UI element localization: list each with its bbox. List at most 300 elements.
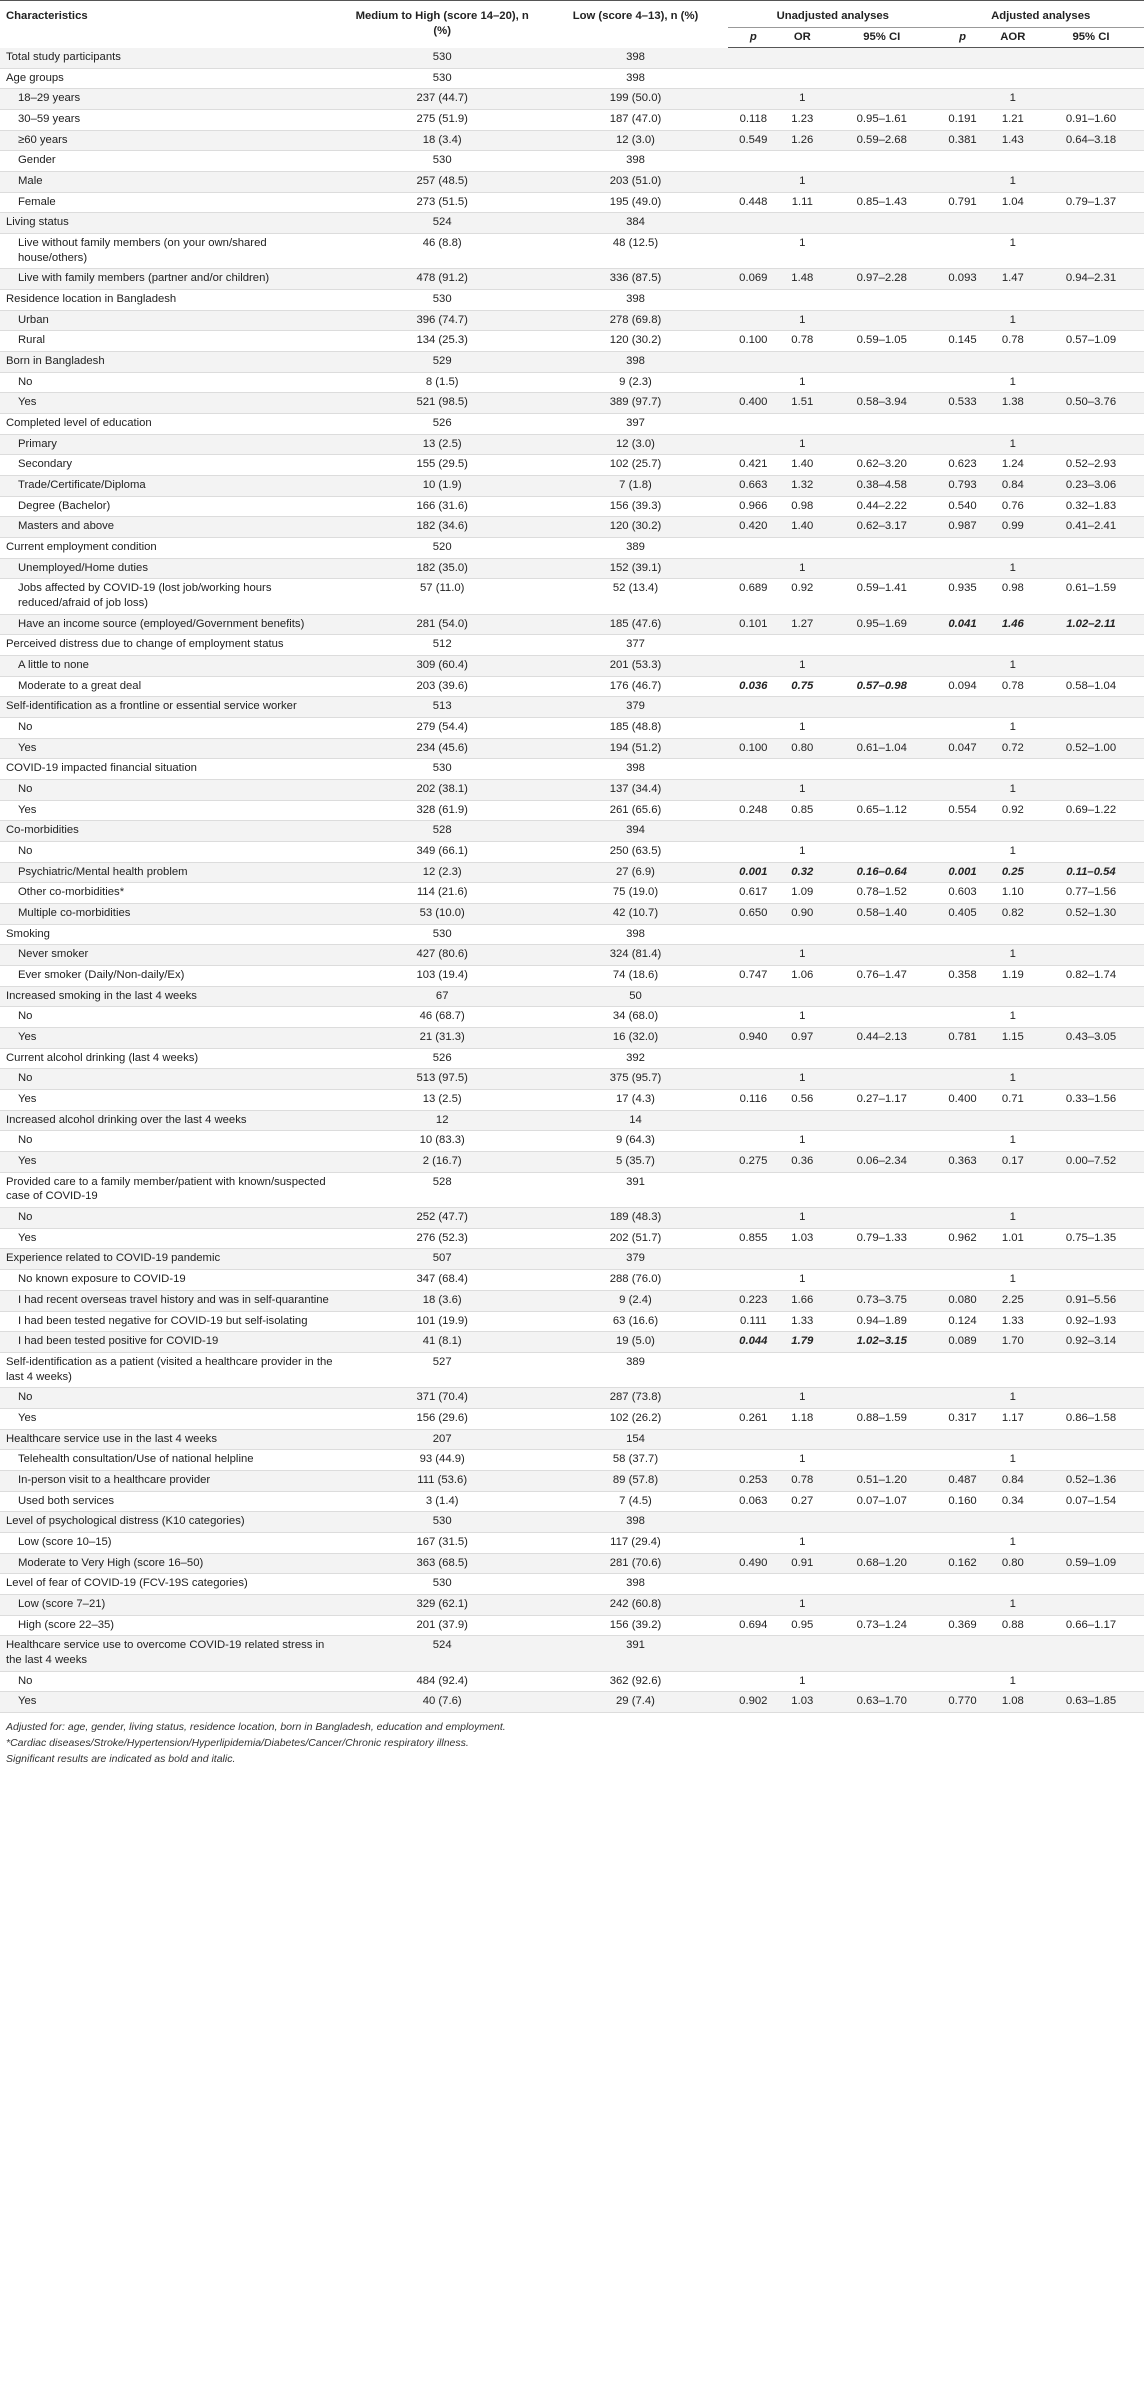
adj-ci-cell: 0.59–1.09 (1038, 1553, 1144, 1574)
footnote-comorbidities: *Cardiac diseases/Stroke/Hypertension/Hyperlipidemia/Diabetes/Cancer/Chronic respiratory illness. (6, 1737, 469, 1750)
characteristic-cell: Moderate to Very High (score 16–50) (0, 1553, 342, 1574)
adj-ci-cell: 0.41–2.41 (1038, 517, 1144, 538)
adj-p-value-cell (937, 1636, 987, 1671)
medium-high-cell: 67 (342, 986, 543, 1007)
medium-high-cell: 530 (342, 924, 543, 945)
adj-ci-cell (1038, 310, 1144, 331)
adj-ci-cell (1038, 1574, 1144, 1595)
characteristic-cell: Increased alcohol drinking over the last 4 weeks (0, 1110, 342, 1131)
p-value-cell: 0.420 (728, 517, 778, 538)
table-row (0, 1228, 1144, 1249)
ci-cell: 0.97–2.28 (826, 269, 937, 290)
header-adj-ci: 95% CI (1038, 27, 1144, 48)
ci-cell (826, 1007, 937, 1028)
p-value-cell: 0.400 (728, 393, 778, 414)
p-value-cell: 0.063 (728, 1491, 778, 1512)
table-row (0, 1208, 1144, 1229)
table-row (0, 1491, 1144, 1512)
ci-cell: 0.95–1.69 (826, 614, 937, 635)
table-row (0, 1152, 1144, 1173)
adj-ci-cell: 0.50–3.76 (1038, 393, 1144, 414)
aor-cell: 1.46 (988, 614, 1038, 635)
characteristic-cell: No (0, 1131, 342, 1152)
medium-high-cell: 53 (10.0) (342, 904, 543, 925)
adj-p-value-cell (937, 1007, 987, 1028)
characteristic-cell: Masters and above (0, 517, 342, 538)
or-cell: 1.06 (778, 966, 826, 987)
characteristic-cell: Increased smoking in the last 4 weeks (0, 986, 342, 1007)
adj-p-value-cell: 0.603 (937, 883, 987, 904)
table-row (0, 1512, 1144, 1533)
p-value-cell (728, 1532, 778, 1553)
or-cell: 1 (778, 656, 826, 677)
ci-cell (826, 924, 937, 945)
p-value-cell (728, 1636, 778, 1671)
adj-p-value-cell: 0.047 (937, 738, 987, 759)
ci-cell: 0.61–1.04 (826, 738, 937, 759)
medium-high-cell: 530 (342, 151, 543, 172)
characteristic-cell: Degree (Bachelor) (0, 496, 342, 517)
table-footnotes (0, 1713, 1144, 1768)
aor-cell (988, 413, 1038, 434)
or-cell: 1.40 (778, 517, 826, 538)
p-value-cell (728, 434, 778, 455)
or-cell: 1 (778, 1069, 826, 1090)
p-value-cell (728, 233, 778, 268)
ci-cell (826, 558, 937, 579)
table-row (0, 68, 1144, 89)
low-cell: 261 (65.6) (543, 800, 728, 821)
characteristic-cell: Yes (0, 800, 342, 821)
table-row (0, 1172, 1144, 1207)
ci-cell (826, 1131, 937, 1152)
table-row (0, 862, 1144, 883)
low-cell: 102 (25.7) (543, 455, 728, 476)
low-cell: 48 (12.5) (543, 233, 728, 268)
or-cell: 1.18 (778, 1408, 826, 1429)
low-cell: 7 (4.5) (543, 1491, 728, 1512)
characteristic-cell: Low (score 7–21) (0, 1594, 342, 1615)
ci-cell (826, 171, 937, 192)
aor-cell: 1 (988, 1131, 1038, 1152)
or-cell: 1 (778, 1671, 826, 1692)
table-row (0, 455, 1144, 476)
adj-ci-cell (1038, 413, 1144, 434)
table-row (0, 351, 1144, 372)
ci-cell (826, 759, 937, 780)
ci-cell (826, 434, 937, 455)
adj-p-value-cell (937, 1429, 987, 1450)
p-value-cell: 0.448 (728, 192, 778, 213)
or-cell (778, 413, 826, 434)
medium-high-cell: 155 (29.5) (342, 455, 543, 476)
adj-p-value-cell: 0.160 (937, 1491, 987, 1512)
adj-ci-cell (1038, 656, 1144, 677)
adj-ci-cell: 0.23–3.06 (1038, 475, 1144, 496)
characteristic-cell: Yes (0, 1090, 342, 1111)
low-cell: 242 (60.8) (543, 1594, 728, 1615)
ci-cell: 0.44–2.22 (826, 496, 937, 517)
adj-ci-cell (1038, 1249, 1144, 1270)
ci-cell (826, 842, 937, 863)
characteristic-cell: Yes (0, 738, 342, 759)
characteristic-cell: Other co-morbidities* (0, 883, 342, 904)
adj-ci-cell (1038, 1270, 1144, 1291)
ci-cell: 0.94–1.89 (826, 1311, 937, 1332)
adj-p-value-cell (937, 310, 987, 331)
table-row (0, 1574, 1144, 1595)
adj-p-value-cell (937, 1270, 987, 1291)
adj-p-value-cell (937, 1069, 987, 1090)
table-row (0, 192, 1144, 213)
ci-cell (826, 1636, 937, 1671)
p-value-cell: 0.044 (728, 1332, 778, 1353)
p-value-cell: 0.617 (728, 883, 778, 904)
low-cell: 203 (51.0) (543, 171, 728, 192)
medium-high-cell: 520 (342, 537, 543, 558)
p-value-cell: 0.223 (728, 1290, 778, 1311)
medium-high-cell: 257 (48.5) (342, 171, 543, 192)
medium-high-cell: 2 (16.7) (342, 1152, 543, 1173)
characteristic-cell: Self-identification as a patient (visited a healthcare provider in the last 4 weeks) (0, 1352, 342, 1387)
or-cell: 1 (778, 780, 826, 801)
table-row (0, 1408, 1144, 1429)
adj-p-value-cell (937, 986, 987, 1007)
p-value-cell: 0.490 (728, 1553, 778, 1574)
or-cell: 0.90 (778, 904, 826, 925)
p-value-cell (728, 1671, 778, 1692)
or-cell: 1 (778, 1594, 826, 1615)
p-value-cell: 0.100 (728, 331, 778, 352)
table-row (0, 966, 1144, 987)
low-cell: 52 (13.4) (543, 579, 728, 614)
p-value-cell: 0.663 (728, 475, 778, 496)
ci-cell (826, 1532, 937, 1553)
low-cell: 379 (543, 1249, 728, 1270)
ci-cell (826, 372, 937, 393)
p-value-cell: 0.100 (728, 738, 778, 759)
low-cell: 176 (46.7) (543, 676, 728, 697)
adj-p-value-cell (937, 89, 987, 110)
table-row (0, 883, 1144, 904)
adj-p-value-cell (937, 1131, 987, 1152)
adj-p-value-cell: 0.935 (937, 579, 987, 614)
p-value-cell: 0.747 (728, 966, 778, 987)
aor-cell: 0.84 (988, 1470, 1038, 1491)
low-cell: 195 (49.0) (543, 192, 728, 213)
low-cell: 362 (92.6) (543, 1671, 728, 1692)
aor-cell: 1.47 (988, 269, 1038, 290)
characteristic-cell: Current employment condition (0, 537, 342, 558)
low-cell: 89 (57.8) (543, 1470, 728, 1491)
adj-ci-cell (1038, 537, 1144, 558)
adj-p-value-cell: 0.369 (937, 1615, 987, 1636)
characteristic-cell: Multiple co-morbidities (0, 904, 342, 925)
characteristic-cell: COVID-19 impacted financial situation (0, 759, 342, 780)
characteristic-cell: Yes (0, 1692, 342, 1713)
low-cell: 9 (2.4) (543, 1290, 728, 1311)
or-cell: 0.91 (778, 1553, 826, 1574)
adj-ci-cell (1038, 351, 1144, 372)
or-cell: 0.56 (778, 1090, 826, 1111)
low-cell: 27 (6.9) (543, 862, 728, 883)
aor-cell: 1 (988, 1671, 1038, 1692)
characteristic-cell: Female (0, 192, 342, 213)
adj-ci-cell: 0.57–1.09 (1038, 331, 1144, 352)
adj-p-value-cell (937, 1512, 987, 1533)
ci-cell (826, 289, 937, 310)
header-unadjusted: Unadjusted analyses (728, 1, 937, 28)
table-row (0, 269, 1144, 290)
low-cell: 12 (3.0) (543, 434, 728, 455)
or-cell (778, 351, 826, 372)
adj-ci-cell (1038, 821, 1144, 842)
aor-cell (988, 697, 1038, 718)
adj-ci-cell: 0.66–1.17 (1038, 1615, 1144, 1636)
adj-p-value-cell (937, 1048, 987, 1069)
ci-cell (826, 68, 937, 89)
adj-p-value-cell: 0.317 (937, 1408, 987, 1429)
table-row (0, 109, 1144, 130)
ci-cell: 0.63–1.70 (826, 1692, 937, 1713)
adj-p-value-cell (937, 233, 987, 268)
adj-p-value-cell (937, 48, 987, 68)
aor-cell: 1 (988, 233, 1038, 268)
aor-cell: 0.82 (988, 904, 1038, 925)
or-cell (778, 1110, 826, 1131)
or-cell (778, 1636, 826, 1671)
p-value-cell (728, 1208, 778, 1229)
or-cell (778, 537, 826, 558)
or-cell: 0.36 (778, 1152, 826, 1173)
table-row (0, 1692, 1144, 1713)
adj-ci-cell: 0.63–1.85 (1038, 1692, 1144, 1713)
aor-cell: 0.25 (988, 862, 1038, 883)
adj-ci-cell (1038, 1069, 1144, 1090)
table-row (0, 1450, 1144, 1471)
table-row (0, 904, 1144, 925)
adj-p-value-cell (937, 289, 987, 310)
low-cell: 324 (81.4) (543, 945, 728, 966)
adj-ci-cell (1038, 372, 1144, 393)
characteristic-cell: Healthcare service use in the last 4 weeks (0, 1429, 342, 1450)
characteristic-cell: Live without family members (on your own/shared house/others) (0, 233, 342, 268)
aor-cell: 1.24 (988, 455, 1038, 476)
header-adjusted: Adjusted analyses (937, 1, 1144, 28)
adj-ci-cell (1038, 635, 1144, 656)
characteristic-cell: No (0, 780, 342, 801)
adj-ci-cell: 0.77–1.56 (1038, 883, 1144, 904)
characteristic-cell: Ever smoker (Daily/Non-daily/Ex) (0, 966, 342, 987)
adj-p-value-cell: 0.041 (937, 614, 987, 635)
table-row (0, 635, 1144, 656)
aor-cell: 1 (988, 89, 1038, 110)
adj-p-value-cell: 0.781 (937, 1028, 987, 1049)
ci-cell: 0.88–1.59 (826, 1408, 937, 1429)
aor-cell: 0.84 (988, 475, 1038, 496)
medium-high-cell: 201 (37.9) (342, 1615, 543, 1636)
or-cell: 1.23 (778, 109, 826, 130)
table-row (0, 1090, 1144, 1111)
adj-p-value-cell (937, 434, 987, 455)
table-row (0, 986, 1144, 1007)
characteristic-cell: Yes (0, 1028, 342, 1049)
medium-high-cell: 93 (44.9) (342, 1450, 543, 1471)
ci-cell (826, 945, 937, 966)
medium-high-cell: 530 (342, 48, 543, 68)
p-value-cell (728, 656, 778, 677)
aor-cell (988, 635, 1038, 656)
aor-cell: 1.15 (988, 1028, 1038, 1049)
adj-p-value-cell (937, 151, 987, 172)
adj-p-value-cell (937, 924, 987, 945)
footnote-adjusted: Adjusted for: age, gender, living status, residence location, born in Bangladesh, education and employment. (6, 1720, 506, 1733)
p-value-cell: 0.694 (728, 1615, 778, 1636)
medium-high-cell: 530 (342, 759, 543, 780)
low-cell: 392 (543, 1048, 728, 1069)
table-row (0, 1388, 1144, 1409)
aor-cell: 1 (988, 1388, 1038, 1409)
aor-cell: 1.17 (988, 1408, 1038, 1429)
adj-p-value-cell (937, 842, 987, 863)
characteristic-cell: Total study participants (0, 48, 342, 68)
adj-p-value-cell (937, 1450, 987, 1471)
aor-cell: 1 (988, 780, 1038, 801)
adj-p-value-cell: 0.962 (937, 1228, 987, 1249)
p-value-cell (728, 289, 778, 310)
or-cell: 1.66 (778, 1290, 826, 1311)
table-row (0, 697, 1144, 718)
p-value-cell: 0.855 (728, 1228, 778, 1249)
adj-ci-cell (1038, 1172, 1144, 1207)
ci-cell: 0.73–3.75 (826, 1290, 937, 1311)
adj-p-value-cell: 0.770 (937, 1692, 987, 1713)
ci-cell: 0.59–2.68 (826, 130, 937, 151)
low-cell: 152 (39.1) (543, 558, 728, 579)
p-value-cell (728, 924, 778, 945)
medium-high-cell: 166 (31.6) (342, 496, 543, 517)
medium-high-cell: 478 (91.2) (342, 269, 543, 290)
characteristic-cell: Residence location in Bangladesh (0, 289, 342, 310)
low-cell: 156 (39.2) (543, 1615, 728, 1636)
adj-p-value-cell (937, 656, 987, 677)
adj-ci-cell: 0.11–0.54 (1038, 862, 1144, 883)
table-row (0, 800, 1144, 821)
table-row (0, 656, 1144, 677)
p-value-cell: 0.118 (728, 109, 778, 130)
aor-cell: 1 (988, 310, 1038, 331)
low-cell: 17 (4.3) (543, 1090, 728, 1111)
adj-ci-cell (1038, 1007, 1144, 1028)
low-cell: 117 (29.4) (543, 1532, 728, 1553)
adj-p-value-cell (937, 68, 987, 89)
medium-high-cell: 275 (51.9) (342, 109, 543, 130)
medium-high-cell: 396 (74.7) (342, 310, 543, 331)
p-value-cell (728, 1450, 778, 1471)
p-value-cell: 0.116 (728, 1090, 778, 1111)
adj-p-value-cell (937, 558, 987, 579)
adj-ci-cell (1038, 1352, 1144, 1387)
ci-cell: 0.07–1.07 (826, 1491, 937, 1512)
aor-cell (988, 1048, 1038, 1069)
low-cell: 16 (32.0) (543, 1028, 728, 1049)
aor-cell: 1 (988, 656, 1038, 677)
aor-cell: 1.21 (988, 109, 1038, 130)
characteristic-cell: Co-morbidities (0, 821, 342, 842)
p-value-cell: 0.069 (728, 269, 778, 290)
aor-cell: 0.71 (988, 1090, 1038, 1111)
table-row (0, 1270, 1144, 1291)
aor-cell (988, 351, 1038, 372)
characteristic-cell: Rural (0, 331, 342, 352)
low-cell: 389 (543, 1352, 728, 1387)
adj-ci-cell: 0.52–2.93 (1038, 455, 1144, 476)
characteristic-cell: Provided care to a family member/patient with known/suspected case of COVID-19 (0, 1172, 342, 1207)
low-cell: 9 (2.3) (543, 372, 728, 393)
adj-ci-cell (1038, 1110, 1144, 1131)
table-row (0, 372, 1144, 393)
or-cell: 1.26 (778, 130, 826, 151)
low-cell: 375 (95.7) (543, 1069, 728, 1090)
or-cell: 1 (778, 558, 826, 579)
low-cell: 50 (543, 986, 728, 1007)
adj-ci-cell (1038, 171, 1144, 192)
characteristic-cell: Level of fear of COVID-19 (FCV-19S categories) (0, 1574, 342, 1595)
aor-cell: 1 (988, 718, 1038, 739)
adj-ci-cell (1038, 759, 1144, 780)
characteristic-cell: Yes (0, 1408, 342, 1429)
characteristic-cell: 18–29 years (0, 89, 342, 110)
p-value-cell: 0.650 (728, 904, 778, 925)
low-cell: 394 (543, 821, 728, 842)
aor-cell (988, 151, 1038, 172)
low-cell: 9 (64.3) (543, 1131, 728, 1152)
medium-high-cell: 46 (8.8) (342, 233, 543, 268)
adj-p-value-cell: 0.381 (937, 130, 987, 151)
medium-high-cell: 529 (342, 351, 543, 372)
adj-p-value-cell (937, 213, 987, 234)
or-cell: 1 (778, 434, 826, 455)
characteristic-cell: Experience related to COVID-19 pandemic (0, 1249, 342, 1270)
medium-high-cell: 528 (342, 821, 543, 842)
low-cell: 379 (543, 697, 728, 718)
adj-ci-cell (1038, 780, 1144, 801)
ci-cell (826, 1450, 937, 1471)
table-row (0, 1594, 1144, 1615)
characteristic-cell: Secondary (0, 455, 342, 476)
medium-high-cell: 8 (1.5) (342, 372, 543, 393)
table-row (0, 310, 1144, 331)
medium-high-cell: 3 (1.4) (342, 1491, 543, 1512)
table-row (0, 1007, 1144, 1028)
medium-high-cell: 252 (47.7) (342, 1208, 543, 1229)
aor-cell: 1 (988, 372, 1038, 393)
characteristic-cell: Used both services (0, 1491, 342, 1512)
adj-ci-cell: 0.82–1.74 (1038, 966, 1144, 987)
low-cell: 391 (543, 1172, 728, 1207)
ci-cell: 0.78–1.52 (826, 883, 937, 904)
adj-ci-cell: 0.00–7.52 (1038, 1152, 1144, 1173)
or-cell: 1 (778, 1450, 826, 1471)
p-value-cell (728, 1388, 778, 1409)
aor-cell: 1.01 (988, 1228, 1038, 1249)
or-cell: 1 (778, 842, 826, 863)
low-cell: 14 (543, 1110, 728, 1131)
adj-ci-cell (1038, 1450, 1144, 1471)
low-cell: 102 (26.2) (543, 1408, 728, 1429)
adj-p-value-cell: 0.145 (937, 331, 987, 352)
p-value-cell (728, 1131, 778, 1152)
